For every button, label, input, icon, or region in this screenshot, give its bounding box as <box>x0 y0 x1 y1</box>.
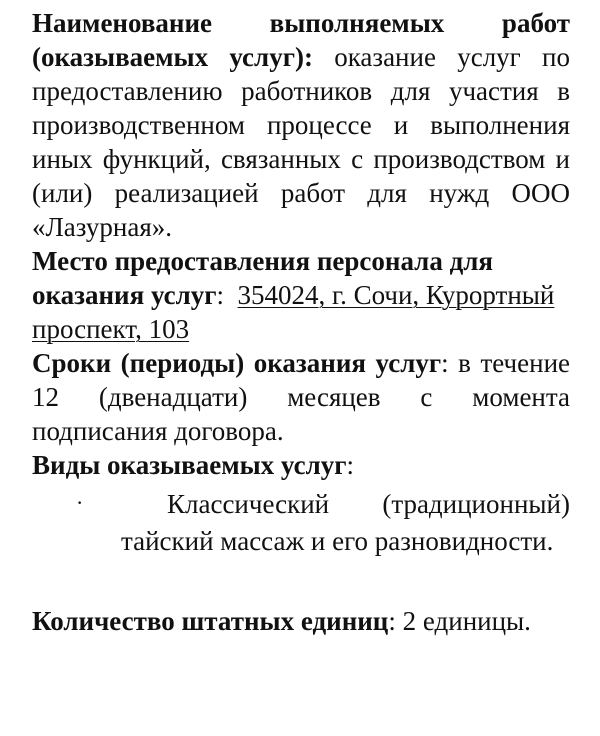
works-value: оказание услуг по предоставлению работников для участия в производственном процессе и выполнения иных функций, связанных с производством и (или) реализацией работ для нужд ООО «Лазурная». <box>32 42 570 242</box>
document-body <box>32 6 570 638</box>
terms-label: Сроки (периоды) оказания услуг <box>32 348 442 378</box>
count-label: Количество штатных единиц <box>32 606 389 636</box>
list-item <box>32 486 570 560</box>
types-colon: : <box>346 450 354 480</box>
works-label: Наименование выполняемых работ (оказываемых услуг): <box>32 8 570 72</box>
place-spacer <box>224 280 238 310</box>
place-label: Место предоставления персонала для оказания услуг <box>32 246 493 310</box>
types-label: Виды оказываемых услуг <box>32 450 347 480</box>
count-paragraph <box>32 604 570 638</box>
bullet-icon: · <box>76 490 84 515</box>
place-address: 354024, г. Сочи, Курортный проспект, 103 <box>32 280 555 344</box>
works-paragraph <box>32 6 570 244</box>
count-value: : 2 единицы. <box>388 606 531 636</box>
terms-paragraph <box>32 346 570 448</box>
service-type-item: Классический (традиционный) тайский массаж и его разновидности. <box>121 489 570 556</box>
terms-value: : в течение 12 (двенадцати) месяцев с момента подписания договора. <box>32 348 571 446</box>
place-paragraph <box>32 244 570 346</box>
place-colon: : <box>216 280 225 310</box>
types-paragraph <box>32 448 570 482</box>
